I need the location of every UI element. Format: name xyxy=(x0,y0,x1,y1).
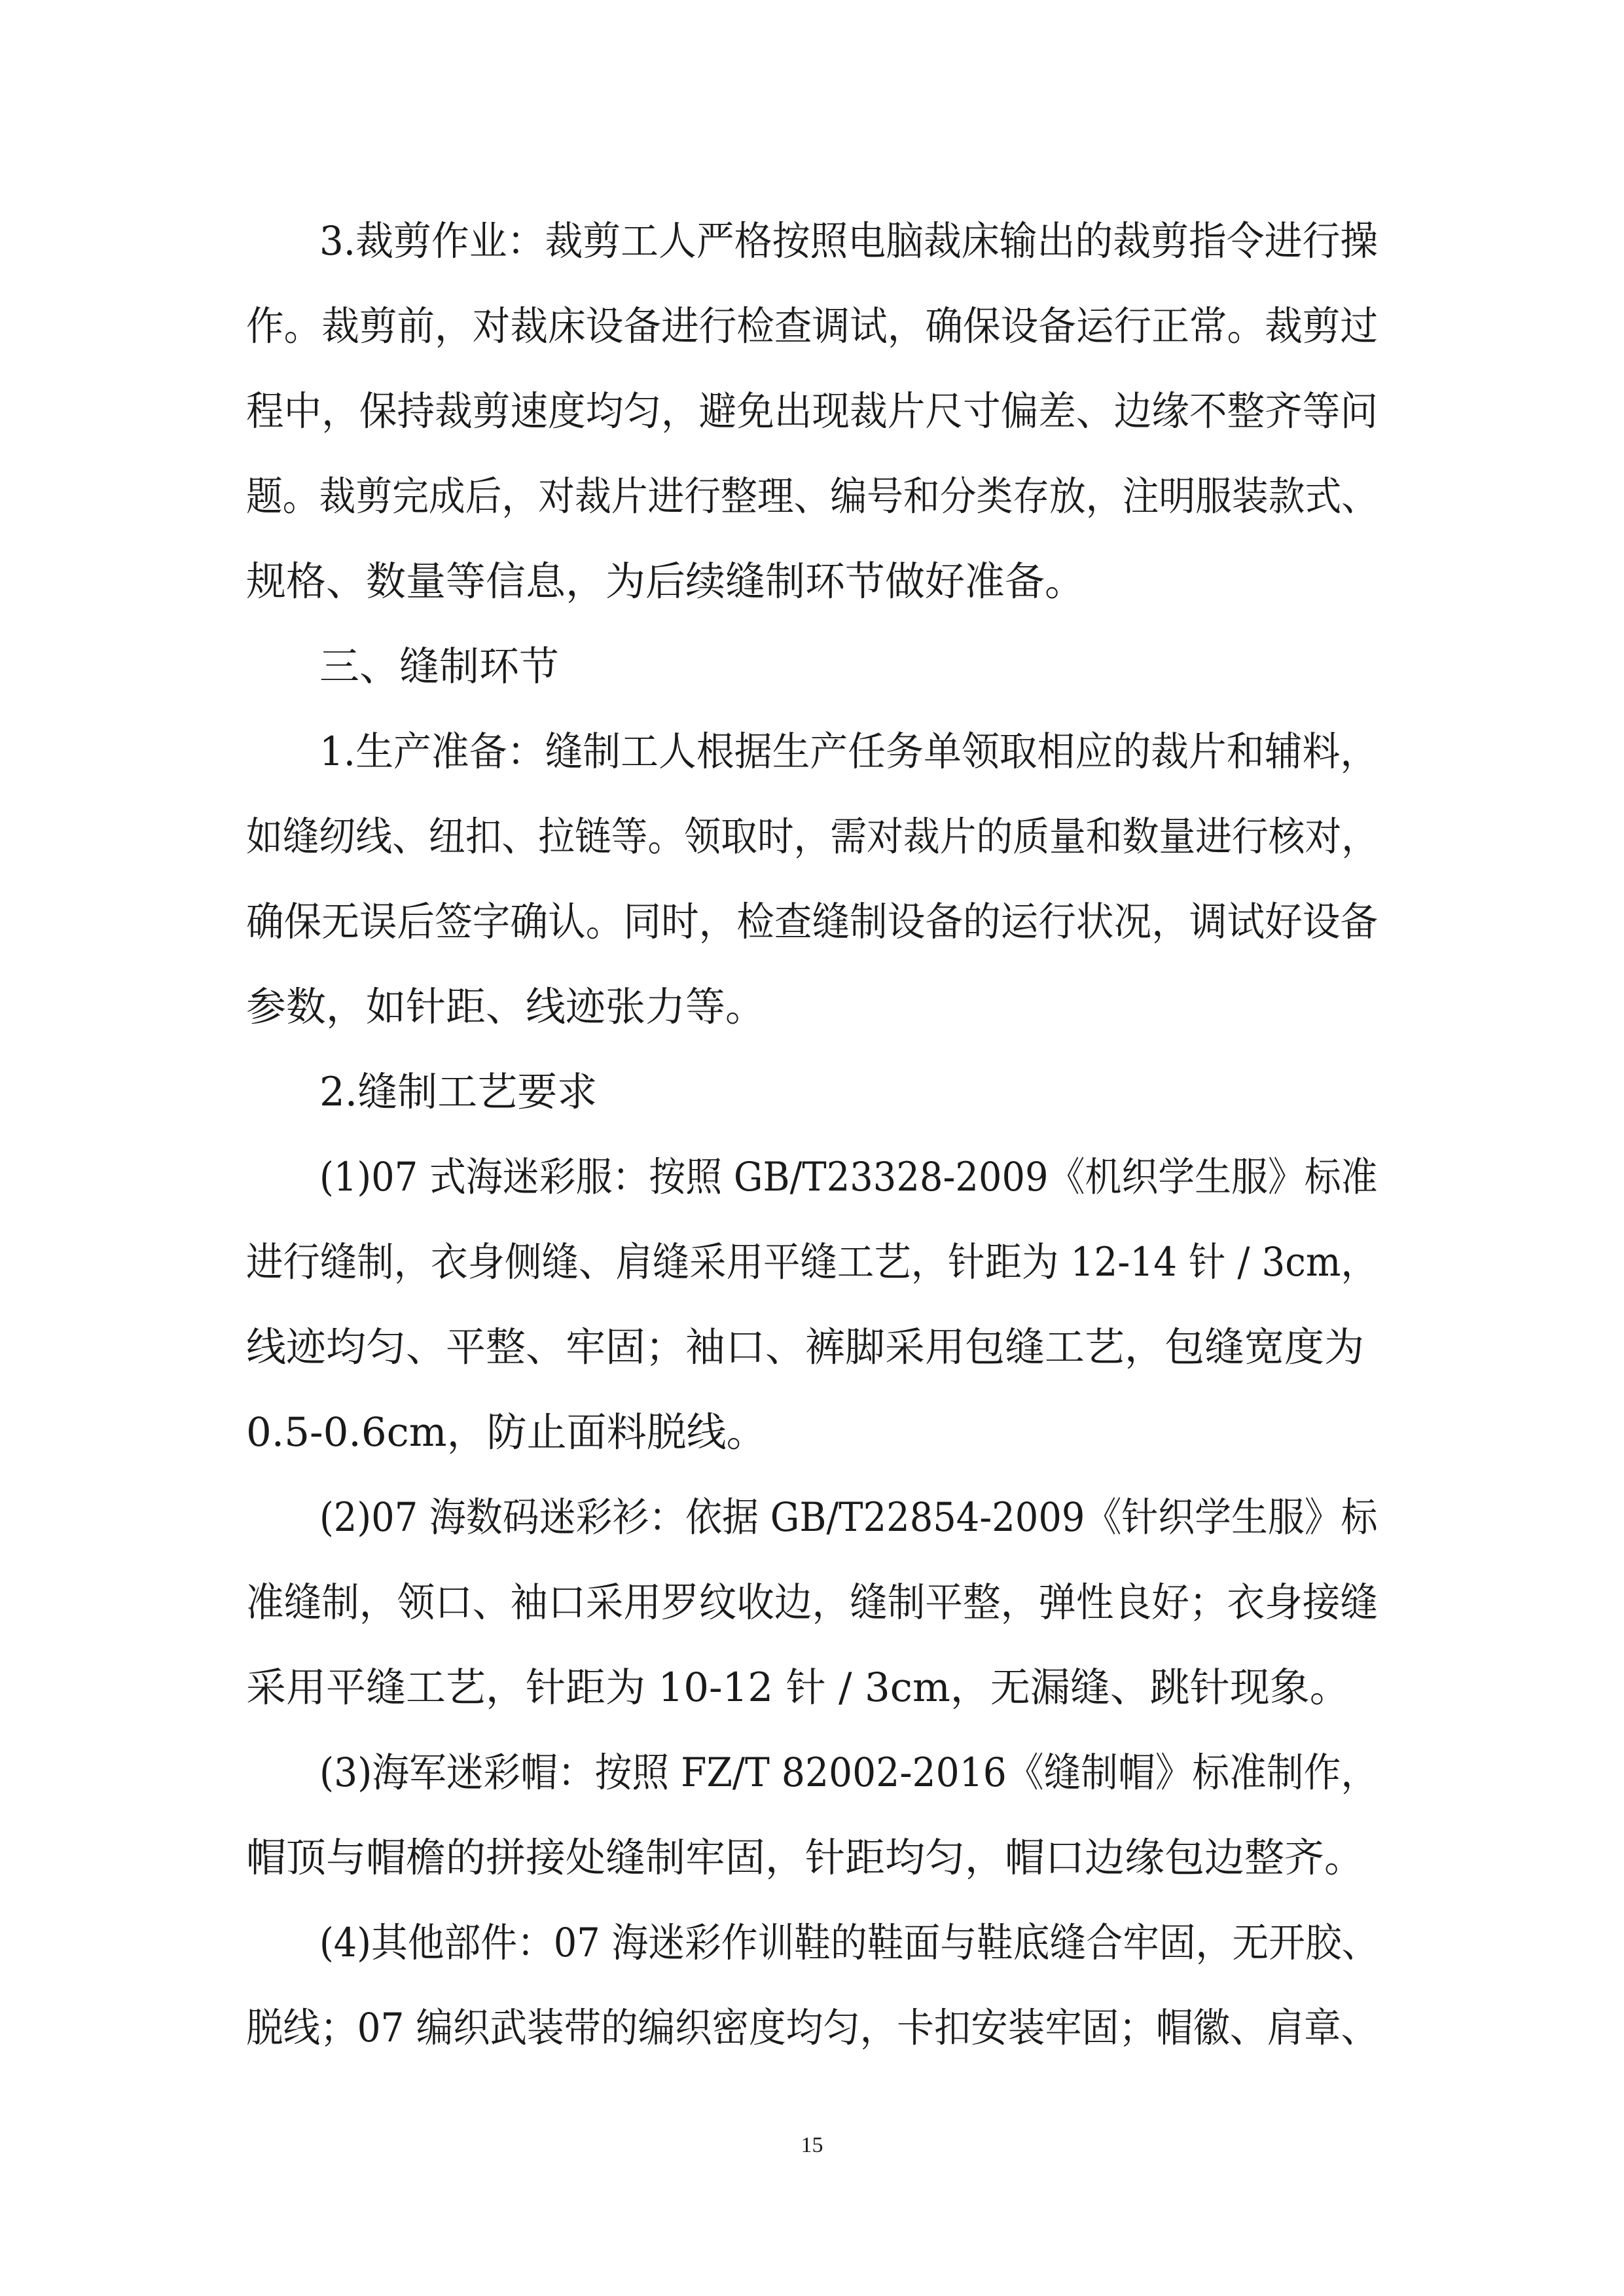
paragraph-cutting-line-3: 程中，保持裁剪速度均匀，避免出现裁片尺寸偏差、边缘不整齐等问 xyxy=(246,388,1379,435)
paragraph-cutting-line-2: 作。裁剪前，对裁床设备进行检查调试，确保设备运行正常。裁剪过 xyxy=(246,303,1379,350)
paragraph-cutting-line-1: 3.裁剪作业：裁剪工人严格按照电脑裁床输出的裁剪指令进行操 xyxy=(319,218,1379,264)
paragraph-preparation-line-2: 如缝纫线、纽扣、拉链等。领取时，需对裁片的质量和数量进行核对， xyxy=(246,814,1379,860)
page-number: 15 xyxy=(801,2133,823,2157)
paragraph-item-1-line-4: 0.5-0.6cm，防止面料脱线。 xyxy=(246,1409,767,1456)
paragraph-preparation-line-4: 参数，如针距、线迹张力等。 xyxy=(246,984,766,1030)
paragraph-item-2-line-2: 准缝制，领口、袖口采用罗纹收边，缝制平整，弹性良好；衣身接缝 xyxy=(246,1579,1379,1626)
paragraph-preparation-line-1: 1.生产准备：缝制工人根据生产任务单领取相应的裁片和辅料， xyxy=(319,728,1379,775)
section-heading: 三、缝制环节 xyxy=(319,643,560,690)
subheading-sewing-requirements: 2.缝制工艺要求 xyxy=(319,1069,598,1115)
paragraph-cutting-line-5: 规格、数量等信息，为后续缝制环节做好准备。 xyxy=(246,558,1085,605)
paragraph-item-3-line-1: (3)海军迷彩帽：按照 FZ/T 82002-2016《缝制帽》标准制作， xyxy=(319,1749,1379,1796)
paragraph-cutting-line-4: 题。裁剪完成后，对裁片进行整理、编号和分类存放，注明服装款式、 xyxy=(246,473,1379,520)
paragraph-item-1-line-2: 进行缝制，衣身侧缝、肩缝采用平缝工艺，针距为 12-14 针 / 3cm， xyxy=(246,1239,1378,1285)
paragraph-item-2-line-3: 采用平缝工艺，针距为 10-12 针 / 3cm，无漏缝、跳针现象。 xyxy=(246,1664,1350,1711)
paragraph-item-1-line-1: (1)07 式海迷彩服：按照 GB/T23328-2009《机织学生服》标准 xyxy=(319,1154,1378,1200)
paragraph-preparation-line-3: 确保无误后签字确认。同时，检查缝制设备的运行状况，调试好设备 xyxy=(246,899,1379,945)
paragraph-item-3-line-2: 帽顶与帽檐的拼接处缝制牢固，针距均匀，帽口边缘包边整齐。 xyxy=(246,1835,1365,1881)
paragraph-item-1-line-3: 线迹均匀、平整、牢固；袖口、裤脚采用包缝工艺，包缝宽度为 xyxy=(246,1324,1365,1371)
paragraph-item-2-line-1: (2)07 海数码迷彩衫：依据 GB/T22854-2009《针织学生服》标 xyxy=(319,1494,1378,1541)
paragraph-item-4-line-1: (4)其他部件：07 海迷彩作训鞋的鞋面与鞋底缝合牢固，无开胶、 xyxy=(319,1920,1379,1966)
paragraph-item-4-line-2: 脱线；07 编织武装带的编织密度均匀，卡扣安装牢固；帽徽、肩章、 xyxy=(246,2005,1379,2051)
